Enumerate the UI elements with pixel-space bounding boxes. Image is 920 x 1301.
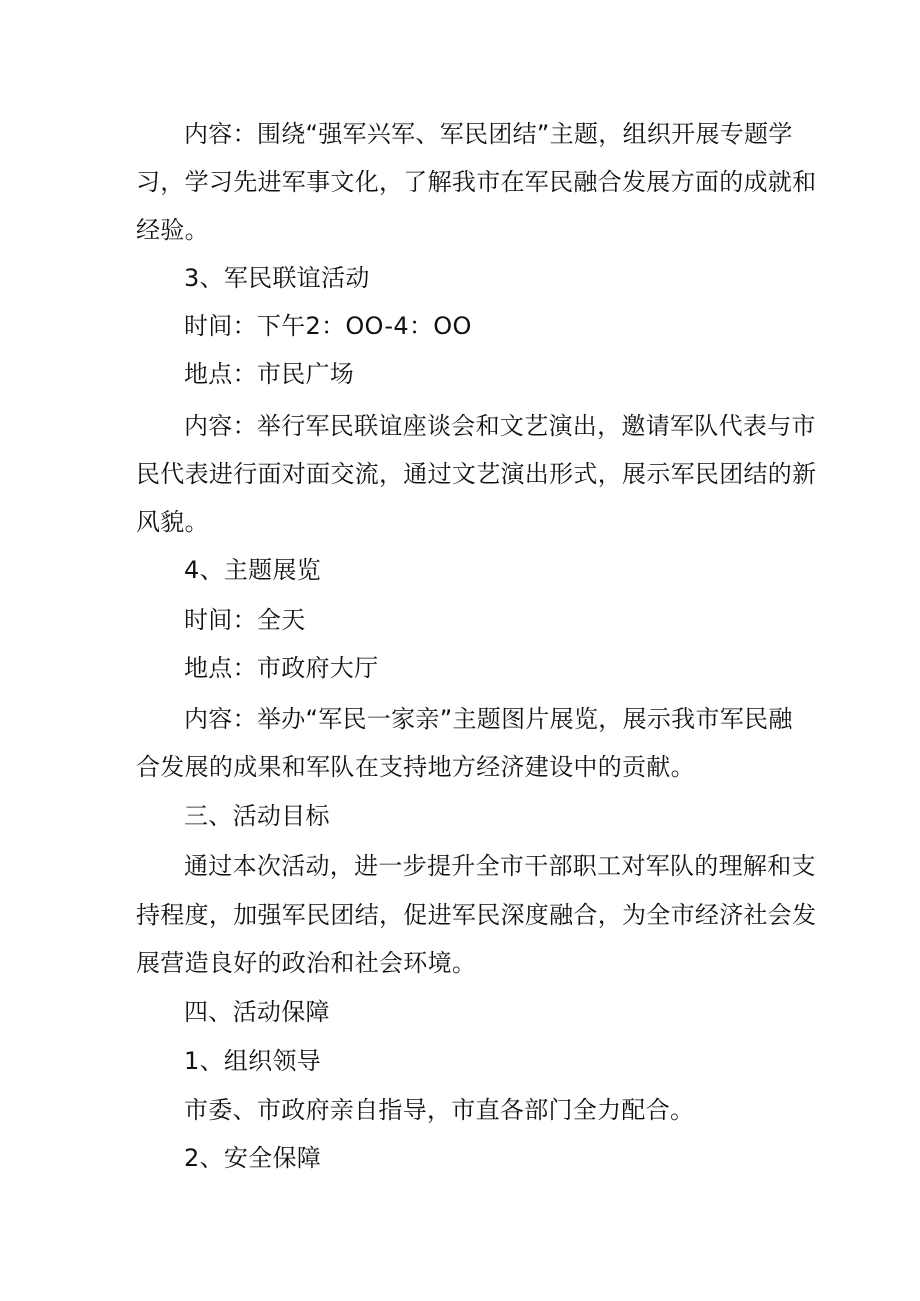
paragraph-line: 民代表进行面对面交流，通过文艺演出形式，展示军民团结的新 [136, 460, 817, 488]
paragraph-line: 持程度，加强军民团结，促进军民深度融合，为全市经济社会发 [136, 901, 817, 929]
paragraph-line: 地点：市政府大厅 [184, 654, 379, 682]
paragraph-line: 时间：全天 [184, 606, 306, 634]
section-heading: 2、安全保障 [184, 1144, 322, 1172]
section-heading: 四、活动保障 [184, 998, 330, 1026]
paragraph-line: 地点：市民广场 [184, 360, 355, 388]
paragraph-line: 展营造良好的政治和社会环境。 [136, 949, 477, 977]
paragraph-line: 习，学习先进军事文化，了解我市在军民融合发展方面的成就和 [136, 168, 817, 196]
paragraph-line: 风貌。 [136, 508, 209, 536]
paragraph-line: 时间：下午2：OO-4：OO [184, 312, 472, 340]
section-heading: 三、活动目标 [184, 802, 330, 830]
paragraph-line: 市委、市政府亲自指导，市直各部门全力配合。 [184, 1096, 695, 1124]
paragraph-line: 内容：举行军民联谊座谈会和文艺演出，邀请军队代表与市 [184, 412, 816, 440]
paragraph-line: 合发展的成果和军队在支持地方经济建设中的贡献。 [136, 753, 695, 781]
section-heading: 3、军民联谊活动 [184, 264, 370, 292]
section-heading: 4、主题展览 [184, 556, 322, 584]
paragraph-line: 内容：举办“军民一家亲”主题图片展览，展示我市军民融 [184, 705, 793, 733]
paragraph-line: 通过本次活动，进一步提升全市干部职工对军队的理解和支 [184, 852, 816, 880]
paragraph-line: 内容：围绕“强军兴军、军民团结”主题，组织开展专题学 [184, 120, 793, 148]
section-heading: 1、组织领导 [184, 1047, 322, 1075]
paragraph-line: 经验。 [136, 216, 209, 244]
